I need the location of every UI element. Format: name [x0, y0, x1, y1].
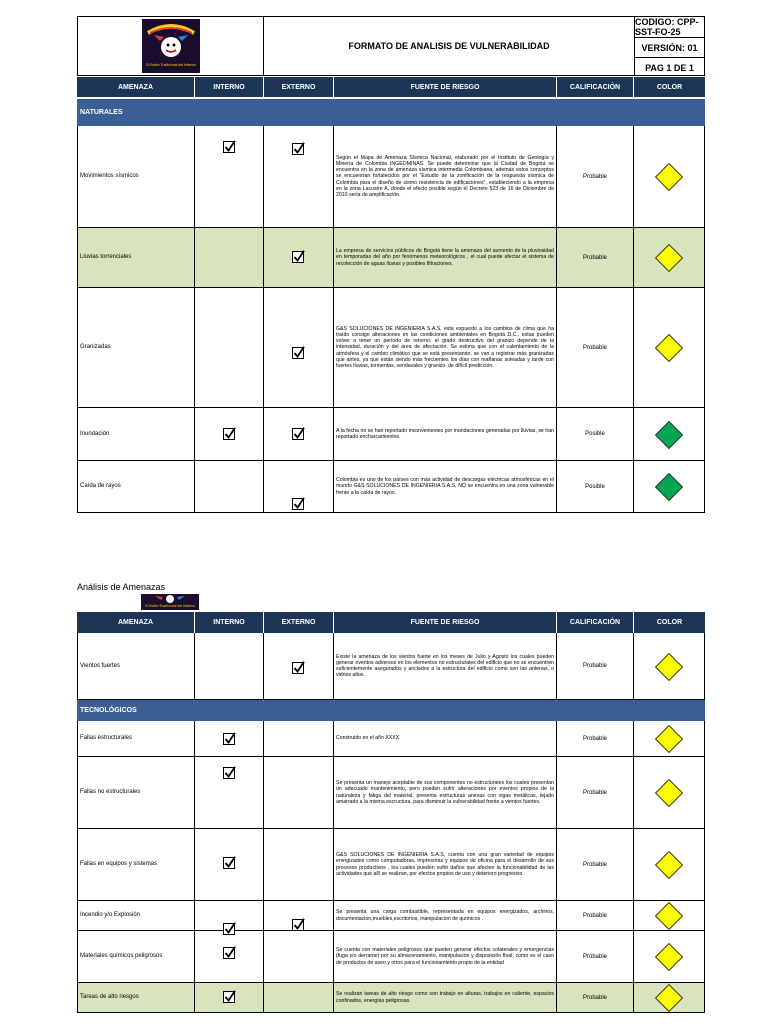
calificacion-cell	[557, 721, 634, 756]
col-amenaza: AMENAZA	[77, 77, 195, 97]
color-cell	[634, 757, 705, 828]
source-cell	[334, 721, 557, 756]
externo-checkbox[interactable]	[292, 918, 305, 931]
table-row	[77, 829, 705, 901]
interno-cell	[195, 633, 264, 699]
externo-cell	[264, 288, 334, 407]
source-text: G&S SOLUCIONES DE INGENIERIA S.A.S, esta expuesto a los cambios de clima que ha traído consigo alteraciones en las condiciones ambientales en Bogotá D.C., estas pueden volver a tener un período de retorno, el grado destructivo del granizo depende de la intensidad, duración y del área de afectación. Se estima que con el calentamiento de la atmósfera y el cambio climático que se está presentando, se van a registrar más granizadas que antes, ya que están siendo más frecuentes los días con mañanas soleadas y tarde con fuertes lluvias, tormentas, vendavales y granizo, de difícil predicción.	[336, 326, 554, 369]
threat-cell	[77, 829, 195, 900]
col-color: COLOR	[634, 77, 705, 97]
col-externo: EXTERNO	[264, 77, 334, 97]
risk-diamond-icon	[655, 902, 683, 930]
interno-cell	[195, 901, 264, 930]
interno-cell	[195, 757, 264, 828]
threat-label: Fallas en equipos y sistemas	[80, 861, 158, 868]
table-row	[77, 126, 705, 228]
risk-diamond-icon	[655, 779, 683, 807]
source-cell	[334, 983, 557, 1012]
interno-cell	[195, 931, 264, 982]
threat-cell	[77, 228, 195, 287]
threat-label: Fallas no estructurales	[80, 789, 141, 796]
document-meta	[635, 17, 704, 75]
threat-cell	[77, 931, 195, 982]
color-cell	[634, 228, 705, 287]
color-cell	[634, 461, 705, 512]
risk-diamond-icon	[655, 943, 683, 971]
externo-checkbox[interactable]	[292, 250, 305, 263]
externo-cell	[264, 721, 334, 756]
threat-label: Granizadas	[80, 344, 111, 351]
threat-cell	[77, 721, 195, 756]
externo-cell	[264, 228, 334, 287]
calificacion-cell	[557, 633, 634, 699]
interno-checkbox[interactable]	[223, 856, 236, 869]
col-interno: INTERNO	[195, 77, 264, 97]
interno-checkbox[interactable]	[223, 427, 236, 440]
col-externo: EXTERNO	[264, 612, 334, 633]
source-cell	[334, 901, 557, 930]
interno-checkbox[interactable]	[223, 766, 236, 779]
col-color: COLOR	[634, 612, 705, 633]
table-row	[77, 983, 705, 1013]
source-cell	[334, 633, 557, 699]
section-tecnologicos: TECNOLÓGICOS	[77, 700, 705, 721]
externo-cell	[264, 126, 334, 227]
externo-cell	[264, 983, 334, 1012]
threat-label: Vientos fuertes	[80, 662, 120, 669]
calificacion-value: Probable	[582, 254, 608, 261]
color-cell	[634, 288, 705, 407]
threat-label: Lluvias torrenciales	[80, 254, 132, 261]
risk-diamond-icon	[655, 652, 683, 680]
source-text: Según el Mapa de Amenaza Sísmica Nacional, elaborado por el Instituto de Geología y Minería de Colombia INGEOMINAS. Se puede determinar que la Ciudad de Bogotá se encuentra en la zona de amenaza sísmica intermedia Colombiana, además estos conceptos se encuentran fortalecidos por el "Estudio de la zonificación de la respuesta sísmica de Colombia para el diseño de sismo resistencia de edificaciones", estableciendo a la empresa en la zona Lacustre A, donde el efecto posible según el Decreto 523 de 16 de Diciembre de 2010 sería de amplificación.	[336, 155, 554, 198]
calificacion-cell	[557, 757, 634, 828]
source-text: Existe la amenaza de los vientos fuerte en los meses de Julio y Agosto los cuales pueden generar eventos adversos en los elementos no estructurales del edificio que no se encuentren suficientemente asegurados y anclados a la estructura del edificio como son las antenas, o vidrios altos.	[336, 653, 554, 679]
threat-label: Inundación	[80, 430, 110, 437]
interno-cell	[195, 408, 264, 460]
col-fuente: FUENTE DE RIESGO	[334, 612, 557, 633]
source-cell	[334, 288, 557, 407]
col-calificacion: CALIFICACIÓN	[557, 612, 634, 633]
calificacion-cell	[557, 461, 634, 512]
calificacion-value: Probable	[582, 344, 608, 351]
risk-diamond-icon	[655, 725, 683, 753]
source-text: La empresa de servicios públicos de Bogotá tiene la amenaza del aumento de la pluviosidad en temporadas del año por fenómenos meteorológicos , el cual puede afectar el sistema de recolección de aguas lluvias y posibles filtraciones.	[336, 248, 554, 267]
document-page: PAG 1 DE 1	[645, 62, 694, 73]
threat-label: Materiales químicos peligrosos	[80, 953, 163, 960]
calificacion-cell	[557, 983, 634, 1012]
externo-cell	[264, 461, 334, 512]
col-fuente: FUENTE DE RIESGO	[334, 77, 557, 97]
color-cell	[634, 126, 705, 227]
source-text: Construido en el año XXXX	[336, 735, 400, 742]
externo-cell	[264, 829, 334, 900]
source-cell	[334, 461, 557, 512]
externo-cell	[264, 633, 334, 699]
calificacion-value: Probable	[582, 994, 608, 1001]
interno-cell	[195, 288, 264, 407]
calificacion-value: Posible	[585, 483, 605, 490]
interno-cell	[195, 228, 264, 287]
company-logo-small	[141, 594, 199, 610]
color-cell	[634, 931, 705, 982]
calificacion-cell	[557, 228, 634, 287]
document-code: CODIGO: CPP-SST-FO-25	[635, 17, 704, 38]
source-text: Se presenta una carga combustible, representada en equipos energizados, archivos, documentacion,muebles,escritorios, manipulacion de químicos .	[336, 909, 554, 922]
threat-label: Tareas de alto riesgos	[80, 994, 139, 1001]
source-text: Colombia es uno de los países con más actividad de descargas eléctricas atmosféricas en el mundo G&S SOLUCIONES DE INGENIERIA S.A.S, NO se encuentra en una zona vulnerable frente a la caída de rayos.	[336, 477, 554, 496]
threat-cell	[77, 288, 195, 407]
color-cell	[634, 721, 705, 756]
externo-cell	[264, 757, 334, 828]
interno-checkbox[interactable]	[223, 946, 236, 959]
color-cell	[634, 901, 705, 930]
risk-diamond-icon	[655, 244, 683, 272]
document-title: FORMATO DE ANALISIS DE VULNERABILIDAD	[264, 17, 635, 75]
threat-label: Movimientos sísmicos	[80, 173, 139, 180]
calificacion-value: Probable	[582, 735, 608, 742]
document-header	[77, 16, 705, 76]
externo-cell	[264, 931, 334, 982]
threat-cell	[77, 126, 195, 227]
externo-cell	[264, 901, 334, 930]
table-row	[77, 288, 705, 408]
threat-label: Fallas estructurales	[80, 735, 133, 742]
calificacion-cell	[557, 126, 634, 227]
risk-diamond-icon	[655, 984, 683, 1012]
source-cell	[334, 228, 557, 287]
threat-cell	[77, 461, 195, 512]
table-row	[77, 228, 705, 288]
color-cell	[634, 983, 705, 1012]
calificacion-value: Probable	[582, 912, 608, 919]
table-row	[77, 757, 705, 829]
section-naturales: NATURALES	[77, 99, 705, 126]
source-cell	[334, 757, 557, 828]
calificacion-value: Probable	[582, 173, 608, 180]
interno-cell	[195, 983, 264, 1012]
calificacion-cell	[557, 288, 634, 407]
calificacion-value: Probable	[582, 789, 608, 796]
externo-cell	[264, 408, 334, 460]
threat-label: Incendio y/o Explosión	[80, 912, 141, 919]
calificacion-cell	[557, 901, 634, 930]
color-cell	[634, 408, 705, 460]
interno-checkbox[interactable]	[223, 140, 236, 153]
logo-cell	[78, 17, 264, 75]
source-text: A la fecha no se han reportado inconvenientes por inundaciones generadas por lluvias, se han reportado encharcamientos.	[336, 427, 554, 440]
externo-checkbox[interactable]	[292, 346, 305, 359]
threat-cell	[77, 408, 195, 460]
table-row	[77, 408, 705, 461]
threat-cell	[77, 983, 195, 1012]
externo-checkbox[interactable]	[292, 427, 305, 440]
source-cell	[334, 931, 557, 982]
externo-checkbox[interactable]	[292, 497, 305, 510]
source-cell	[334, 829, 557, 900]
calificacion-cell	[557, 931, 634, 982]
table-row	[77, 721, 705, 757]
source-text: Se realizan tareas de alto riesgo como son trabajo en alturas, trabajos en caliente, espacios confinados, energías peligrosas.	[336, 991, 554, 1004]
interno-checkbox[interactable]	[223, 732, 236, 745]
logo-caption-small: El Bufón Tradicional del Infierno	[145, 604, 195, 608]
table-row	[77, 461, 705, 513]
table-row	[77, 931, 705, 983]
interno-cell	[195, 829, 264, 900]
source-text: G&S SOLUCIONES DE INGENIERIA S.A.S, cuenta con una gran variedad de equipos energizados como computadoras, impresoras y equipos de oficina para el desarrollo de sus procesos productivos , los cuales pueden sufrir daños que afecten la funcionabilidad de las actividades que allí se realizan, por efectos propios de uso y deterioro progresivo.	[336, 852, 554, 877]
calificacion-cell	[557, 829, 634, 900]
source-text: Se cuenta con materiales peligrosos que pueden generar efectos colaterales y emergencias (fuga y/o derrame) por su almacenamiento, manipulación y disposición final, como es el caso de productos de aseo y otros para el funcionamiento propio de la entidad	[336, 947, 554, 966]
table-header-page2	[77, 612, 705, 633]
col-interno: INTERNO	[195, 612, 264, 633]
interno-checkbox[interactable]	[223, 990, 236, 1003]
calificacion-value: Posible	[585, 431, 605, 437]
source-cell	[334, 126, 557, 227]
risk-diamond-icon	[655, 851, 683, 879]
interno-cell	[195, 721, 264, 756]
risk-diamond-icon	[655, 473, 683, 501]
col-amenaza: AMENAZA	[77, 612, 195, 633]
threat-cell	[77, 633, 195, 699]
interno-cell	[195, 126, 264, 227]
col-calificacion: CALIFICACIÓN	[557, 77, 634, 97]
color-cell	[634, 829, 705, 900]
externo-checkbox[interactable]	[292, 661, 305, 674]
calificacion-value: Probable	[582, 861, 608, 868]
source-text: Se presenta un manejo aceptable de sus componentes no estructurales los cuales presentan un adecuado mantenimiento, pero pueden sufrir alteraciones por eventos propios de la naturaleza y fatiga del material, presenta estructuras anexas con vigas metálicas, tejado amarrado a la misma escructura, para disminuir la vulnerabilidad frente a vientos fuertes.	[336, 780, 554, 805]
logo-caption: El Bufón Tradicional del Infierno	[146, 63, 196, 67]
threat-cell	[77, 757, 195, 828]
calificacion-value: Probable	[582, 953, 608, 960]
document-version: VERSIÓN: 01	[635, 38, 704, 58]
risk-diamond-icon	[655, 420, 683, 448]
threat-cell	[77, 901, 195, 930]
risk-diamond-icon	[655, 163, 683, 191]
color-cell	[634, 633, 705, 699]
company-logo	[142, 19, 200, 73]
calificacion-cell	[557, 408, 634, 460]
table-header-page1	[77, 77, 705, 97]
table-row	[77, 633, 705, 700]
externo-checkbox[interactable]	[292, 142, 305, 155]
threat-label: Caída de rayos	[80, 483, 121, 490]
interno-cell	[195, 461, 264, 512]
source-cell	[334, 408, 557, 460]
table-row	[77, 901, 705, 931]
second-page-label: Análisis de Amenazas	[77, 582, 166, 592]
calificacion-value: Probable	[582, 663, 608, 669]
risk-diamond-icon	[655, 334, 683, 362]
